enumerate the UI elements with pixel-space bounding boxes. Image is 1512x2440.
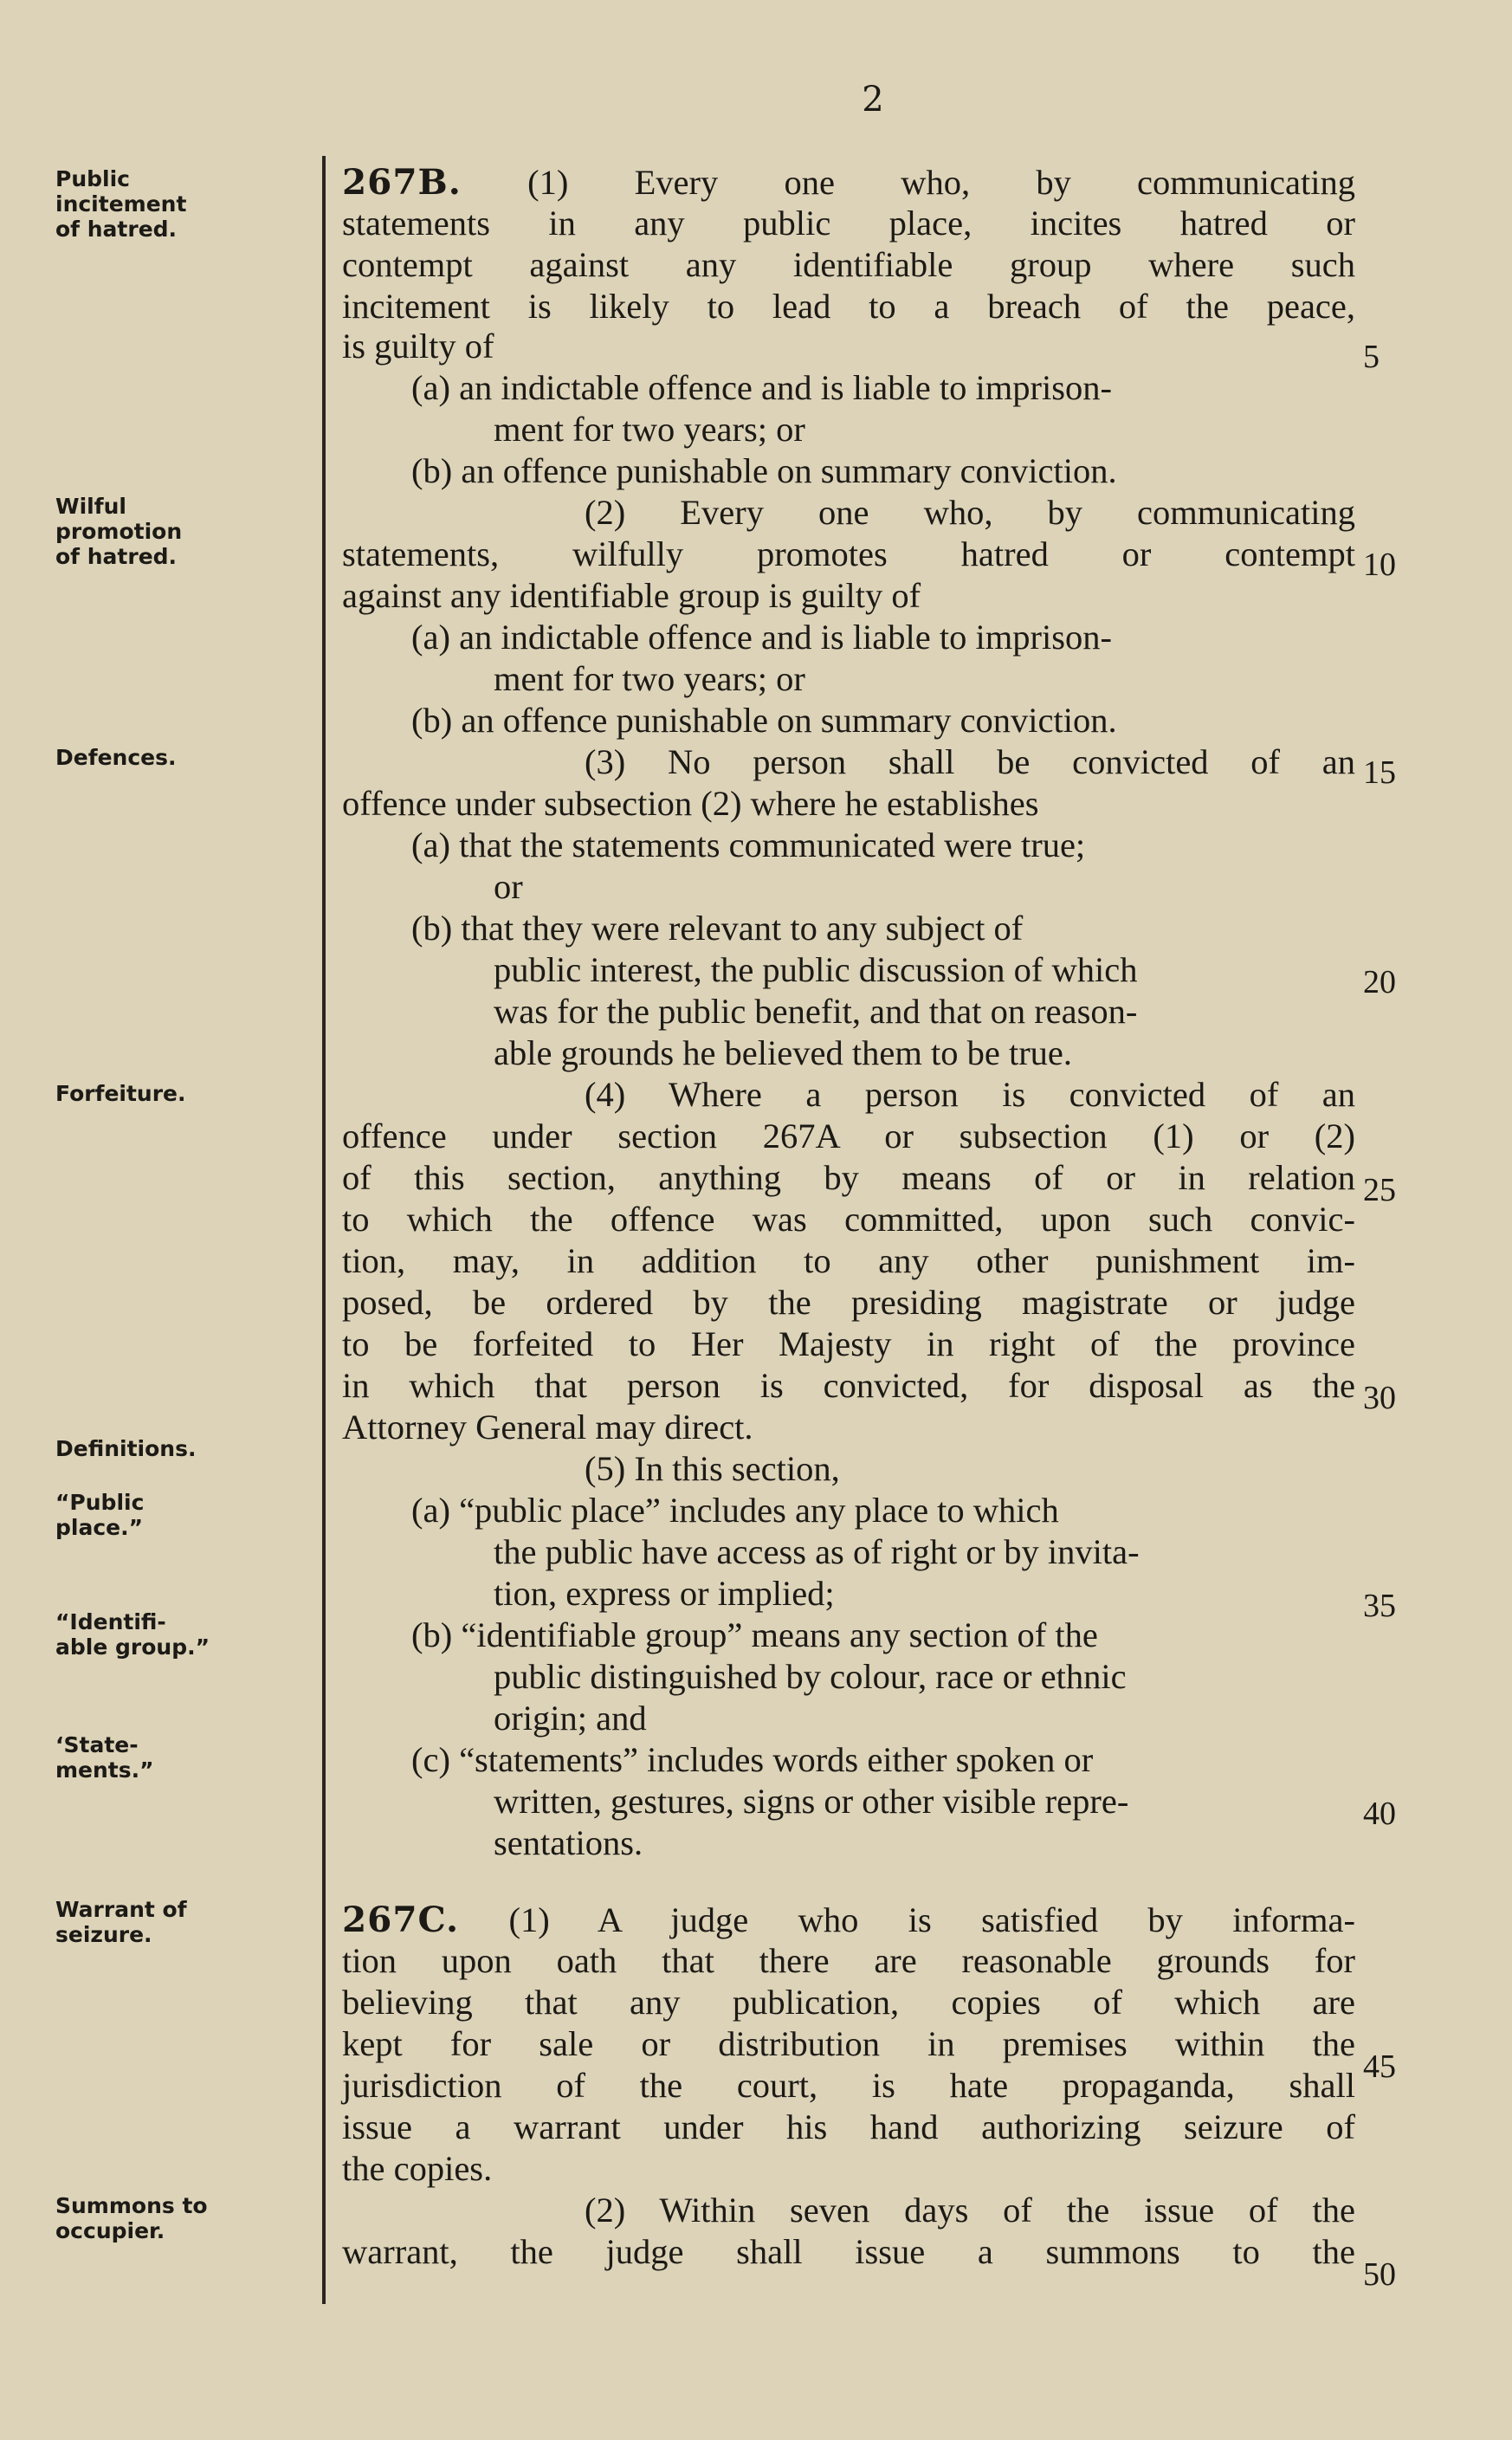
line-number: 50 bbox=[1363, 2256, 1396, 2293]
line-text: written, gestures, signs or other visible repre- bbox=[494, 1782, 1129, 1821]
text-line bbox=[342, 741, 1355, 783]
line-number: 5 bbox=[1363, 339, 1380, 375]
line-text: in which that person is convicted, for disposal as the bbox=[342, 1366, 1355, 1405]
text-line bbox=[342, 2065, 1355, 2107]
text-line bbox=[342, 575, 1355, 617]
text-line bbox=[342, 1573, 1355, 1615]
line-text: (a) “public place” includes any place to which bbox=[411, 1491, 1059, 1530]
line-text: ment for two years; or bbox=[494, 410, 805, 449]
line-text: (a) an indictable offence and is liable to imprison- bbox=[411, 618, 1112, 657]
margin-note-public-place bbox=[55, 1490, 229, 1540]
margin-note-defences bbox=[55, 745, 229, 770]
line-text: is guilty of bbox=[342, 327, 494, 366]
text-line bbox=[342, 1199, 1355, 1240]
text-line bbox=[342, 1739, 1355, 1781]
text-line bbox=[342, 2107, 1355, 2148]
line-text: (1) A judge who is satisfied by informa- bbox=[459, 1900, 1355, 1939]
margin-note-line: Public bbox=[55, 166, 130, 191]
text-line bbox=[342, 1157, 1355, 1199]
line-text: against any identifiable group is guilty of bbox=[342, 576, 921, 615]
text-line bbox=[342, 1365, 1355, 1407]
page-number: 2 bbox=[862, 80, 884, 120]
text-line bbox=[342, 1899, 1355, 1940]
line-text: (b) that they were relevant to any subject of bbox=[411, 909, 1024, 948]
text-line bbox=[342, 1781, 1355, 1822]
text-line bbox=[342, 450, 1355, 492]
margin-note-line: Defences. bbox=[55, 745, 177, 770]
margin-note-line: occupier. bbox=[55, 2218, 165, 2243]
line-text: to be forfeited to Her Majesty in right of the province bbox=[342, 1324, 1355, 1363]
line-text: the copies. bbox=[342, 2149, 493, 2188]
text-line bbox=[342, 1282, 1355, 1324]
line-text: incitement is likely to lead to a breach of the peace, bbox=[342, 287, 1355, 326]
vertical-rule bbox=[322, 156, 326, 2304]
line-text: (2) Every one who, by communicating bbox=[585, 493, 1355, 532]
text-line bbox=[342, 367, 1355, 409]
text-line bbox=[342, 1032, 1355, 1074]
line-text: or bbox=[494, 867, 523, 906]
text-line bbox=[342, 908, 1355, 949]
margin-note-line: Forfeiture. bbox=[55, 1081, 186, 1106]
margin-note-identifiable-group bbox=[55, 1609, 229, 1660]
line-text: (b) an offence punishable on summary conviction. bbox=[411, 451, 1117, 490]
line-text: jurisdiction of the court, is hate propaganda, shall bbox=[342, 2066, 1355, 2105]
line-text: believing that any publication, copies of which are bbox=[342, 1983, 1355, 2022]
text-line bbox=[342, 1615, 1355, 1656]
line-text: (b) “identifiable group” means any section of the bbox=[411, 1615, 1098, 1654]
text-line bbox=[342, 161, 1355, 203]
line-text: statements in any public place, incites hatred or bbox=[342, 204, 1355, 243]
text-line bbox=[342, 2190, 1355, 2231]
line-text: tion, express or implied; bbox=[494, 1574, 835, 1613]
text-line bbox=[342, 1822, 1355, 1864]
line-text: (a) that the statements communicated were true; bbox=[411, 825, 1086, 864]
line-number: 25 bbox=[1363, 1172, 1396, 1208]
text-line bbox=[342, 700, 1355, 741]
margin-note-summons-to-occupier bbox=[55, 2193, 229, 2243]
line-text: contempt against any identifiable group where such bbox=[342, 245, 1355, 284]
line-text: kept for sale or distribution in premises within the bbox=[342, 2024, 1355, 2063]
text-line bbox=[342, 286, 1355, 327]
text-line bbox=[342, 1940, 1355, 1982]
margin-note-forfeiture bbox=[55, 1081, 229, 1106]
text-line bbox=[342, 1656, 1355, 1698]
text-line bbox=[342, 2231, 1355, 2273]
text-line bbox=[342, 1448, 1355, 1490]
line-text: tion, may, in addition to any other punishment im- bbox=[342, 1241, 1355, 1280]
margin-note-line: place.” bbox=[55, 1515, 144, 1540]
text-line bbox=[342, 203, 1355, 244]
line-number: 35 bbox=[1363, 1588, 1396, 1624]
line-text: (5) In this section, bbox=[585, 1449, 840, 1488]
margin-note-line: “Identifi- bbox=[55, 1609, 166, 1634]
text-line bbox=[342, 1531, 1355, 1573]
line-text: to which the offence was committed, upon such convic- bbox=[342, 1200, 1355, 1239]
line-number: 20 bbox=[1363, 964, 1396, 1000]
text-line bbox=[342, 2023, 1355, 2065]
line-text: (1) Every one who, by communicating bbox=[461, 163, 1355, 202]
margin-note-warrant-of-seizure bbox=[55, 1897, 229, 1947]
line-text: (b) an offence punishable on summary conviction. bbox=[411, 701, 1117, 740]
margin-note-definitions bbox=[55, 1436, 229, 1461]
line-text: (4) Where a person is convicted of an bbox=[585, 1075, 1355, 1114]
line-text: offence under section 267A or subsection (1) or (2) bbox=[342, 1116, 1355, 1155]
margin-note-line: Wilful bbox=[55, 494, 126, 519]
text-line bbox=[342, 244, 1355, 286]
text-line bbox=[342, 658, 1355, 700]
line-text: statements, wilfully promotes hatred or contempt bbox=[342, 534, 1355, 573]
line-text: tion upon oath that there are reasonable grounds for bbox=[342, 1941, 1355, 1980]
section-number: 267B. bbox=[342, 161, 462, 203]
line-text: was for the public benefit, and that on reason- bbox=[494, 992, 1138, 1031]
line-text: posed, be ordered by the presiding magistrate or judge bbox=[342, 1283, 1355, 1322]
line-text: able grounds he believed them to be true. bbox=[494, 1033, 1073, 1072]
margin-note-statements bbox=[55, 1732, 229, 1783]
text-line bbox=[342, 2148, 1355, 2190]
margin-note-line: Summons to bbox=[55, 2193, 208, 2218]
text-line bbox=[342, 1982, 1355, 2023]
text-line bbox=[342, 492, 1355, 534]
line-text: ment for two years; or bbox=[494, 659, 805, 698]
margin-note-line: Warrant of bbox=[55, 1897, 187, 1922]
line-number: 30 bbox=[1363, 1380, 1396, 1416]
margin-note-line: incitement bbox=[55, 191, 187, 217]
text-line bbox=[342, 1324, 1355, 1365]
text-line bbox=[342, 949, 1355, 991]
text-line bbox=[342, 617, 1355, 658]
text-line bbox=[342, 409, 1355, 450]
line-text: (a) an indictable offence and is liable to imprison- bbox=[411, 368, 1112, 407]
text-line bbox=[342, 1074, 1355, 1116]
margin-note-line: “Public bbox=[55, 1490, 145, 1515]
text-line bbox=[342, 991, 1355, 1032]
margin-note-line: of hatred. bbox=[55, 544, 178, 569]
line-number: 10 bbox=[1363, 547, 1396, 583]
line-number: 15 bbox=[1363, 754, 1396, 791]
line-text: offence under subsection (2) where he establishes bbox=[342, 784, 1039, 823]
line-text: warrant, the judge shall issue a summons to the bbox=[342, 2232, 1355, 2271]
margin-note-wilful-promotion bbox=[55, 494, 229, 569]
line-text: public distinguished by colour, race or ethnic bbox=[494, 1657, 1127, 1696]
text-line bbox=[342, 866, 1355, 908]
section-number: 267C. bbox=[342, 1899, 460, 1940]
text-line bbox=[342, 1407, 1355, 1448]
text-line bbox=[342, 326, 1355, 367]
line-text: (3) No person shall be convicted of an bbox=[585, 742, 1355, 781]
margin-note-line: Definitions. bbox=[55, 1436, 197, 1461]
margin-note-line: of hatred. bbox=[55, 217, 178, 242]
line-text: sentations. bbox=[494, 1823, 643, 1862]
margin-note-line: ments.” bbox=[55, 1757, 154, 1783]
margin-note-line: able group.” bbox=[55, 1634, 210, 1660]
margin-note-line: ‘State- bbox=[55, 1732, 139, 1757]
line-number: 40 bbox=[1363, 1796, 1396, 1832]
line-text: (c) “statements” includes words either spoken or bbox=[411, 1740, 1094, 1779]
margin-note-line: promotion bbox=[55, 519, 183, 544]
line-text: (2) Within seven days of the issue of the bbox=[585, 2191, 1355, 2230]
margin-note-public-incitement bbox=[55, 166, 229, 242]
text-line bbox=[342, 825, 1355, 866]
text-line bbox=[342, 1240, 1355, 1282]
text-line bbox=[342, 1698, 1355, 1739]
line-text: Attorney General may direct. bbox=[342, 1408, 753, 1447]
line-text: issue a warrant under his hand authorizing seizure of bbox=[342, 2107, 1355, 2146]
line-text: origin; and bbox=[494, 1699, 647, 1738]
text-line bbox=[342, 534, 1355, 575]
text-line bbox=[342, 1490, 1355, 1531]
line-text: public interest, the public discussion of which bbox=[494, 950, 1138, 989]
line-text: of this section, anything by means of or in relation bbox=[342, 1158, 1355, 1197]
line-number: 45 bbox=[1363, 2048, 1396, 2085]
text-line bbox=[342, 1116, 1355, 1157]
margin-note-line: seizure. bbox=[55, 1922, 152, 1947]
line-text: the public have access as of right or by invita- bbox=[494, 1532, 1140, 1571]
text-line bbox=[342, 783, 1355, 825]
